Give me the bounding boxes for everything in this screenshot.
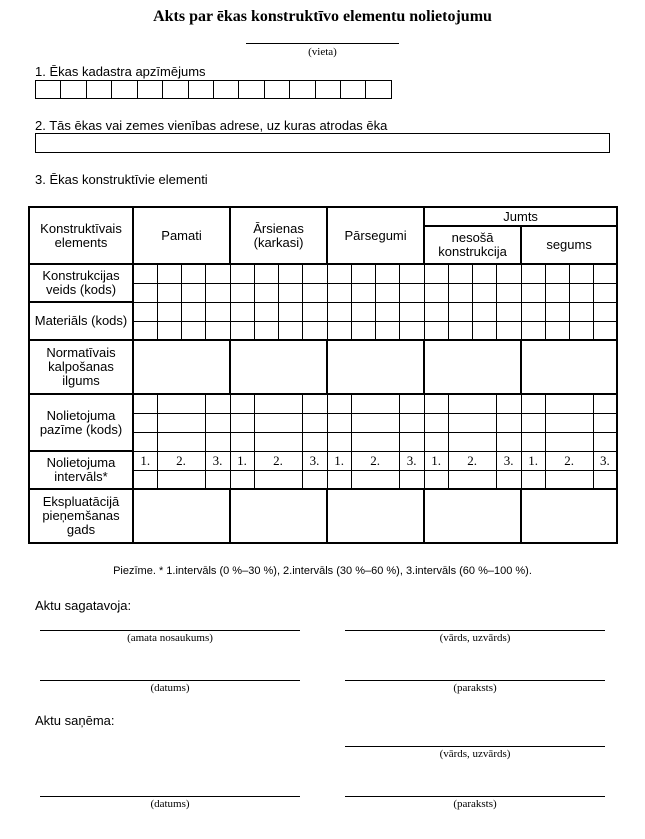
header-roof-bearing: nesošā konstrukcija: [424, 226, 521, 264]
cell[interactable]: [133, 432, 157, 451]
cell[interactable]: [375, 321, 399, 340]
row-label-construction-type: Konstrukcijas veids (kods): [29, 264, 133, 302]
cell[interactable]: [133, 321, 157, 340]
cell[interactable]: [278, 264, 302, 283]
cell[interactable]: [254, 302, 278, 321]
cell[interactable]: [302, 413, 327, 432]
preparer-date-caption: (datums): [150, 682, 190, 694]
cell[interactable]: [472, 321, 496, 340]
cell[interactable]: [521, 283, 545, 302]
cell[interactable]: [545, 413, 593, 432]
cell[interactable]: [205, 321, 230, 340]
cell[interactable]: [157, 432, 205, 451]
cell[interactable]: [399, 394, 424, 413]
position-caption: (amata nosaukums): [127, 632, 213, 644]
cell[interactable]: [569, 283, 593, 302]
receiver-date-caption: (datums): [150, 798, 190, 810]
cell[interactable]: [496, 264, 521, 283]
header-roof-cover: segums: [521, 226, 617, 264]
cell[interactable]: [424, 489, 521, 543]
cell[interactable]: [521, 321, 545, 340]
cell[interactable]: [205, 432, 230, 451]
cell[interactable]: [278, 321, 302, 340]
cell[interactable]: [521, 394, 545, 413]
cell[interactable]: [375, 302, 399, 321]
cell[interactable]: [399, 264, 424, 283]
cell[interactable]: [448, 432, 496, 451]
cell[interactable]: [424, 302, 448, 321]
cell[interactable]: [496, 321, 521, 340]
cell[interactable]: [351, 302, 375, 321]
cell[interactable]: [521, 413, 545, 432]
cell[interactable]: [521, 432, 545, 451]
cell[interactable]: [205, 283, 230, 302]
cell[interactable]: [399, 283, 424, 302]
cell[interactable]: [205, 470, 230, 489]
prepared-by-label: Aktu sagatavoja:: [35, 598, 132, 613]
cell[interactable]: [545, 470, 593, 489]
cell[interactable]: [327, 264, 351, 283]
cell[interactable]: [448, 264, 472, 283]
cell[interactable]: [399, 413, 424, 432]
cell[interactable]: [351, 470, 399, 489]
cell[interactable]: [230, 264, 254, 283]
section-3-label: 3. Ēkas konstruktīvie elementi: [35, 172, 208, 187]
cell[interactable]: [424, 340, 521, 394]
cell[interactable]: [351, 264, 375, 283]
cell[interactable]: [545, 432, 593, 451]
interval-label: 2.: [545, 451, 593, 470]
cell[interactable]: [593, 394, 617, 413]
cell[interactable]: [593, 470, 617, 489]
cell[interactable]: [521, 302, 545, 321]
cell[interactable]: [230, 432, 254, 451]
cell[interactable]: [327, 432, 351, 451]
cell[interactable]: [399, 470, 424, 489]
cell[interactable]: [230, 489, 327, 543]
receiver-signature-caption: (paraksts): [453, 798, 497, 810]
interval-label: 2.: [351, 451, 399, 470]
cell[interactable]: [230, 283, 254, 302]
cell[interactable]: [496, 302, 521, 321]
cell[interactable]: [157, 394, 205, 413]
interval-label: 2.: [254, 451, 302, 470]
cell[interactable]: [424, 413, 448, 432]
cell[interactable]: [254, 264, 278, 283]
cell[interactable]: [302, 264, 327, 283]
header-floors: Pārsegumi: [327, 207, 424, 264]
header-walls: Ārsienas (karkasi): [230, 207, 327, 264]
cell[interactable]: [521, 340, 617, 394]
row-label-wear-interval: Nolietojuma intervāls*: [29, 451, 133, 489]
cell[interactable]: [399, 321, 424, 340]
cell[interactable]: [569, 321, 593, 340]
interval-label: 3.: [593, 451, 617, 470]
cell[interactable]: [205, 394, 230, 413]
cell[interactable]: [593, 432, 617, 451]
cell[interactable]: [472, 283, 496, 302]
cell[interactable]: [302, 432, 327, 451]
interval-label: 3.: [205, 451, 230, 470]
cell[interactable]: [230, 302, 254, 321]
cell[interactable]: [181, 283, 205, 302]
cell[interactable]: [278, 283, 302, 302]
cell[interactable]: [448, 321, 472, 340]
cell[interactable]: [230, 340, 327, 394]
cell[interactable]: [496, 394, 521, 413]
cell[interactable]: [521, 470, 545, 489]
row-label-material: Materiāls (kods): [29, 302, 133, 340]
cell[interactable]: [593, 413, 617, 432]
cell[interactable]: [133, 489, 230, 543]
structural-elements-table: [28, 206, 618, 544]
receiver-date-line[interactable]: [40, 796, 300, 797]
interval-label: 2.: [157, 451, 205, 470]
preparer-name-caption: (vārds, uzvārds): [439, 632, 511, 644]
cell[interactable]: [205, 413, 230, 432]
receiver-name-caption: (vārds, uzvārds): [439, 748, 511, 760]
cell[interactable]: [593, 264, 617, 283]
cell[interactable]: [157, 321, 181, 340]
cell[interactable]: [521, 489, 617, 543]
cell[interactable]: [327, 470, 351, 489]
cell[interactable]: [327, 394, 351, 413]
cell[interactable]: [302, 283, 327, 302]
cell[interactable]: [302, 394, 327, 413]
cell[interactable]: [254, 321, 278, 340]
interval-label: 3.: [496, 451, 521, 470]
cell[interactable]: [230, 321, 254, 340]
cell[interactable]: [424, 321, 448, 340]
cell[interactable]: [133, 264, 157, 283]
cell[interactable]: [302, 321, 327, 340]
header-roof: Jumts: [424, 207, 617, 226]
cadastre-number-boxes[interactable]: [35, 80, 392, 99]
row-label-service-life: Normatīvais kalpošanas ilgums: [29, 340, 133, 394]
cell[interactable]: [521, 264, 545, 283]
address-field[interactable]: [35, 133, 610, 153]
cell[interactable]: [157, 283, 181, 302]
interval-label: 1.: [133, 451, 157, 470]
place-line[interactable]: [246, 43, 399, 44]
cell[interactable]: [545, 394, 593, 413]
cell[interactable]: [569, 264, 593, 283]
cell[interactable]: [254, 432, 302, 451]
cell[interactable]: [254, 394, 302, 413]
cell[interactable]: [593, 321, 617, 340]
cell[interactable]: [448, 283, 472, 302]
section-1-label: 1. Ēkas kadastra apzīmējums: [35, 64, 206, 79]
cell[interactable]: [593, 302, 617, 321]
cell[interactable]: [133, 394, 157, 413]
preparer-name-line[interactable]: [345, 630, 605, 631]
cell[interactable]: [545, 321, 569, 340]
section-2-label: 2. Tās ēkas vai zemes vienības adrese, uz kuras atrodas ēka: [35, 118, 388, 133]
cell[interactable]: [569, 302, 593, 321]
interval-label: 2.: [448, 451, 496, 470]
cell[interactable]: [351, 321, 375, 340]
cell[interactable]: [424, 432, 448, 451]
cell[interactable]: [496, 283, 521, 302]
cell[interactable]: [181, 302, 205, 321]
row-label-wear-sign: Nolietojuma pazīme (kods): [29, 394, 133, 451]
cell[interactable]: [593, 283, 617, 302]
cell[interactable]: [448, 470, 496, 489]
cell[interactable]: [545, 302, 569, 321]
place-caption: (vieta): [308, 46, 337, 58]
cell[interactable]: [351, 432, 399, 451]
cell[interactable]: [157, 470, 205, 489]
cell[interactable]: [399, 302, 424, 321]
receiver-signature-line[interactable]: [345, 796, 605, 797]
footnote: Piezīme. * 1.intervāls (0 %–30 %), 2.intervāls (30 %–60 %), 3.intervāls (60 %–100 %).: [113, 565, 532, 577]
cell[interactable]: [496, 470, 521, 489]
cell[interactable]: [157, 413, 205, 432]
cell[interactable]: [157, 302, 181, 321]
cell[interactable]: [157, 264, 181, 283]
cell[interactable]: [133, 470, 157, 489]
cell[interactable]: [181, 321, 205, 340]
cell[interactable]: [254, 283, 278, 302]
cell[interactable]: [472, 302, 496, 321]
interval-label: 1.: [230, 451, 254, 470]
cell[interactable]: [133, 283, 157, 302]
cell[interactable]: [545, 283, 569, 302]
interval-label: 1.: [424, 451, 448, 470]
cell[interactable]: [424, 394, 448, 413]
cell[interactable]: [448, 413, 496, 432]
interval-label: 3.: [399, 451, 424, 470]
preparer-signature-line[interactable]: [345, 680, 605, 681]
cell[interactable]: [254, 470, 302, 489]
cell[interactable]: [230, 394, 254, 413]
row-label-accepted-year: Ekspluatācijā pieņemšanas gads: [29, 489, 133, 543]
cell[interactable]: [327, 321, 351, 340]
interval-label: 1.: [521, 451, 545, 470]
cell[interactable]: [545, 264, 569, 283]
cell[interactable]: [351, 394, 399, 413]
cell[interactable]: [205, 302, 230, 321]
cell[interactable]: [230, 413, 254, 432]
cell[interactable]: [424, 264, 448, 283]
cell[interactable]: [448, 302, 472, 321]
page-title: Akts par ēkas konstruktīvo elementu nolietojumu: [153, 8, 492, 25]
cell[interactable]: [448, 394, 496, 413]
interval-label: 3.: [302, 451, 327, 470]
position-line[interactable]: [40, 630, 300, 631]
cell[interactable]: [424, 283, 448, 302]
cell[interactable]: [230, 470, 254, 489]
corner-header: Konstruktīvais elements: [29, 207, 133, 264]
cell[interactable]: [351, 413, 399, 432]
cell[interactable]: [133, 413, 157, 432]
cell[interactable]: [133, 340, 230, 394]
cell[interactable]: [181, 264, 205, 283]
cell[interactable]: [133, 302, 157, 321]
cell[interactable]: [205, 264, 230, 283]
cell[interactable]: [327, 302, 351, 321]
cell[interactable]: [375, 283, 399, 302]
cell[interactable]: [351, 283, 375, 302]
cell[interactable]: [327, 413, 351, 432]
cell[interactable]: [302, 302, 327, 321]
preparer-date-line[interactable]: [40, 680, 300, 681]
cell[interactable]: [327, 489, 424, 543]
cell[interactable]: [278, 302, 302, 321]
cell[interactable]: [327, 340, 424, 394]
cell[interactable]: [496, 432, 521, 451]
cell[interactable]: [472, 264, 496, 283]
cell[interactable]: [375, 264, 399, 283]
receiver-name-line[interactable]: [345, 746, 605, 747]
header-foundation: Pamati: [133, 207, 230, 264]
cell[interactable]: [399, 432, 424, 451]
cell[interactable]: [302, 470, 327, 489]
interval-label: 1.: [327, 451, 351, 470]
cell[interactable]: [424, 470, 448, 489]
received-by-label: Aktu saņēma:: [35, 713, 115, 728]
cell[interactable]: [327, 283, 351, 302]
preparer-signature-caption: (paraksts): [453, 682, 497, 694]
cell[interactable]: [496, 413, 521, 432]
cell[interactable]: [254, 413, 302, 432]
